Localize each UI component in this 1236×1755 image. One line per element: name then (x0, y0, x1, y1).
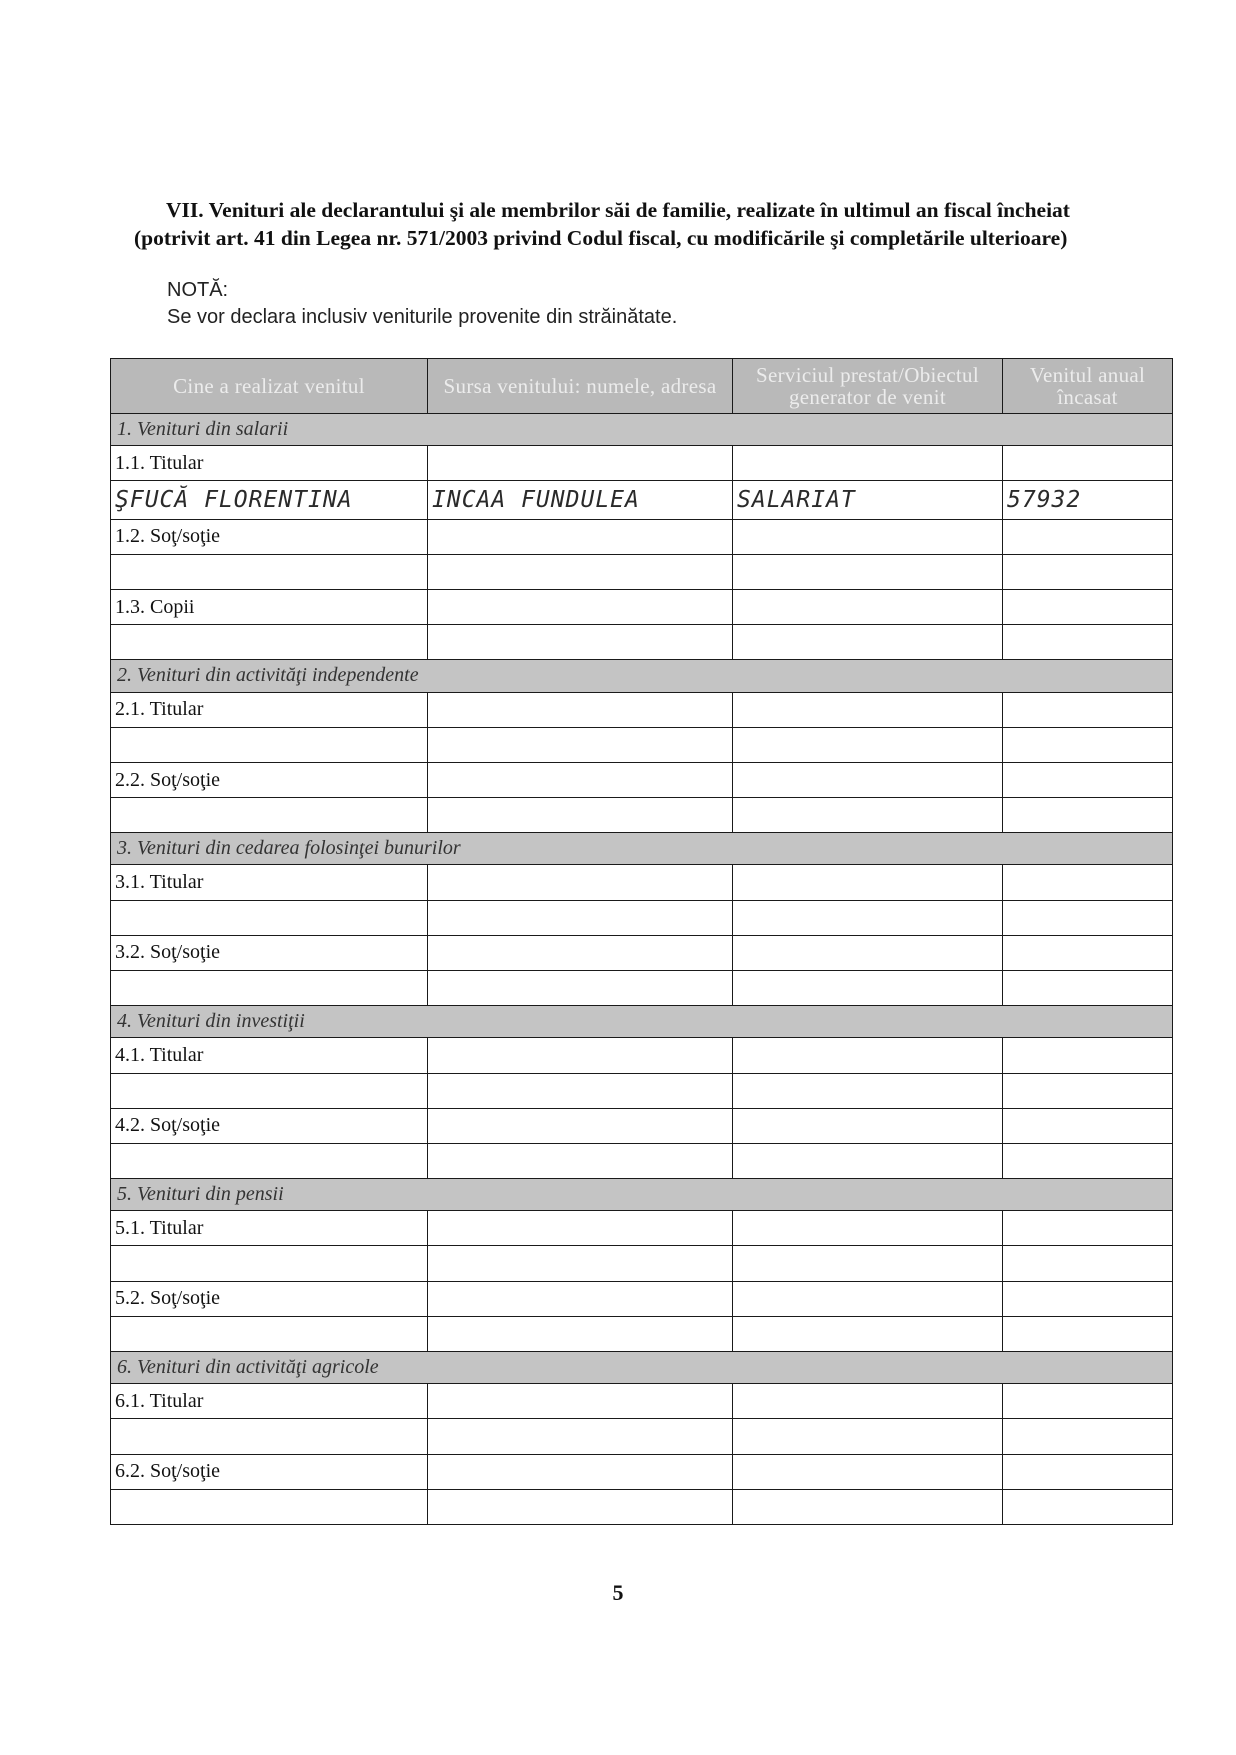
entry-service (733, 554, 1003, 589)
entry-amount (1003, 1489, 1173, 1524)
entry-service (733, 1073, 1003, 1108)
row-label: 4.1. Titular (111, 1038, 428, 1073)
empty-cell (1003, 1281, 1173, 1316)
header-who: Cine a realizat venitul (111, 359, 428, 414)
section-title: 4. Venituri din investiţii (111, 1006, 1173, 1038)
label-row (111, 762, 1173, 797)
page-number: 5 (612, 1580, 624, 1605)
empty-cell (1003, 1384, 1173, 1419)
empty-cell (1003, 692, 1173, 727)
empty-cell (428, 1038, 733, 1073)
entry-source (428, 1073, 733, 1108)
empty-cell (733, 762, 1003, 797)
income-table (110, 358, 1173, 1525)
entry-amount (1003, 1419, 1173, 1454)
label-row (111, 1384, 1173, 1419)
empty-cell (733, 1281, 1003, 1316)
empty-cell (1003, 865, 1173, 900)
entry-source (428, 971, 733, 1006)
row-label: 5.1. Titular (111, 1211, 428, 1246)
entry-source (428, 625, 733, 660)
entry-person (111, 1489, 428, 1524)
empty-cell (1003, 1038, 1173, 1073)
empty-cell (733, 1211, 1003, 1246)
entry-amount (1003, 1143, 1173, 1178)
empty-cell (428, 1384, 733, 1419)
entry-row (111, 1073, 1173, 1108)
entry-source (428, 554, 733, 589)
entry-amount (1003, 1246, 1173, 1281)
empty-cell (1003, 1454, 1173, 1489)
section-title: 1. Venituri din salarii (111, 414, 1173, 446)
section-row (111, 660, 1173, 692)
entry-amount (1003, 1316, 1173, 1351)
entry-source (428, 1246, 733, 1281)
entry-person (111, 1246, 428, 1281)
entry-person: ŞFUCĂ FLORENTINA (111, 481, 428, 519)
empty-cell (1003, 519, 1173, 554)
row-label: 2.2. Soţ/soţie (111, 762, 428, 797)
row-label: 1.1. Titular (111, 446, 428, 481)
entry-person (111, 798, 428, 833)
entry-row (111, 625, 1173, 660)
entry-source (428, 1143, 733, 1178)
empty-cell (1003, 762, 1173, 797)
entry-person (111, 554, 428, 589)
entry-amount (1003, 900, 1173, 935)
entry-amount (1003, 1073, 1173, 1108)
entry-person (111, 971, 428, 1006)
label-row (111, 935, 1173, 970)
entry-service (733, 1489, 1003, 1524)
entry-amount (1003, 798, 1173, 833)
entry-row (111, 971, 1173, 1006)
entry-person (111, 1073, 428, 1108)
header-row (111, 359, 1173, 414)
heading-line-2: (potrivit art. 41 din Legea nr. 571/2003 privind Codul fiscal, cu modificările şi completările ulterioare) (134, 226, 1068, 250)
empty-cell (428, 762, 733, 797)
label-row (111, 692, 1173, 727)
empty-cell (1003, 446, 1173, 481)
empty-cell (428, 1454, 733, 1489)
label-row (111, 519, 1173, 554)
table-body (111, 414, 1173, 1525)
entry-service (733, 1419, 1003, 1454)
entry-source (428, 1419, 733, 1454)
entry-service (733, 727, 1003, 762)
empty-cell (733, 935, 1003, 970)
row-label: 4.2. Soţ/soţie (111, 1108, 428, 1143)
entry-amount: 57932 (1003, 481, 1173, 519)
label-row (111, 1454, 1173, 1489)
empty-cell (428, 1211, 733, 1246)
entry-row (111, 554, 1173, 589)
entry-service (733, 1246, 1003, 1281)
empty-cell (1003, 590, 1173, 625)
row-label: 6.2. Soţ/soţie (111, 1454, 428, 1489)
entry-service (733, 971, 1003, 1006)
entry-row (111, 1419, 1173, 1454)
row-label: 3.2. Soţ/soţie (111, 935, 428, 970)
empty-cell (428, 1108, 733, 1143)
entry-row (111, 798, 1173, 833)
entry-source (428, 1489, 733, 1524)
entry-service (733, 798, 1003, 833)
section-row (111, 833, 1173, 865)
label-row (111, 590, 1173, 625)
entry-service: SALARIAT (733, 481, 1003, 519)
entry-person (111, 900, 428, 935)
entry-service (733, 625, 1003, 660)
entry-row (111, 1489, 1173, 1524)
header-service: Serviciul prestat/Obiectul generator de venit (733, 359, 1003, 414)
entry-row (111, 900, 1173, 935)
entry-row (111, 481, 1173, 519)
entry-row (111, 1246, 1173, 1281)
empty-cell (1003, 1211, 1173, 1246)
label-row (111, 1108, 1173, 1143)
section-title: 5. Venituri din pensii (111, 1179, 1173, 1211)
empty-cell (428, 446, 733, 481)
label-row (111, 1038, 1173, 1073)
empty-cell (428, 692, 733, 727)
row-label: 3.1. Titular (111, 865, 428, 900)
empty-cell (733, 446, 1003, 481)
empty-cell (733, 1454, 1003, 1489)
entry-service (733, 900, 1003, 935)
entry-row (111, 1316, 1173, 1351)
entry-source (428, 1316, 733, 1351)
empty-cell (733, 1384, 1003, 1419)
row-label: 6.1. Titular (111, 1384, 428, 1419)
entry-amount (1003, 727, 1173, 762)
entry-source (428, 727, 733, 762)
entry-person (111, 625, 428, 660)
entry-person (111, 1419, 428, 1454)
empty-cell (733, 590, 1003, 625)
empty-cell (733, 519, 1003, 554)
entry-amount (1003, 625, 1173, 660)
heading-line-1: VII. Venituri ale declarantului şi ale membrilor săi de familie, realizate în ultimul an fiscal încheiat (166, 198, 1070, 222)
section-row (111, 414, 1173, 446)
note-text: Se vor declara inclusiv veniturile provenite din străinătate. (167, 306, 678, 328)
entry-service (733, 1316, 1003, 1351)
section-row (111, 1179, 1173, 1211)
label-row (111, 865, 1173, 900)
label-row (111, 446, 1173, 481)
entry-row (111, 727, 1173, 762)
empty-cell (428, 590, 733, 625)
note-title: NOTĂ: (167, 279, 229, 301)
row-label: 1.2. Soţ/soţie (111, 519, 428, 554)
entry-service (733, 1143, 1003, 1178)
empty-cell (428, 935, 733, 970)
label-row (111, 1281, 1173, 1316)
header-source: Sursa venitului: numele, adresa (428, 359, 733, 414)
empty-cell (428, 1281, 733, 1316)
row-label: 5.2. Soţ/soţie (111, 1281, 428, 1316)
entry-source (428, 798, 733, 833)
row-label: 1.3. Copii (111, 590, 428, 625)
section-row (111, 1006, 1173, 1038)
empty-cell (733, 1038, 1003, 1073)
section-title: 2. Venituri din activităţi independente (111, 660, 1173, 692)
header-amount: Venitul anual încasat (1003, 359, 1173, 414)
entry-person (111, 1143, 428, 1178)
empty-cell (1003, 935, 1173, 970)
section-heading (134, 196, 1174, 252)
empty-cell (428, 519, 733, 554)
empty-cell (733, 865, 1003, 900)
section-title: 3. Venituri din cedarea folosinţei bunurilor (111, 833, 1173, 865)
entry-source (428, 900, 733, 935)
entry-person (111, 1316, 428, 1351)
entry-person (111, 727, 428, 762)
entry-source: INCAA FUNDULEA (428, 481, 733, 519)
entry-amount (1003, 554, 1173, 589)
empty-cell (1003, 1108, 1173, 1143)
empty-cell (428, 865, 733, 900)
section-title: 6. Venituri din activităţi agricole (111, 1352, 1173, 1384)
entry-amount (1003, 971, 1173, 1006)
label-row (111, 1211, 1173, 1246)
entry-row (111, 1143, 1173, 1178)
section-row (111, 1352, 1173, 1384)
row-label: 2.1. Titular (111, 692, 428, 727)
empty-cell (733, 692, 1003, 727)
empty-cell (733, 1108, 1003, 1143)
